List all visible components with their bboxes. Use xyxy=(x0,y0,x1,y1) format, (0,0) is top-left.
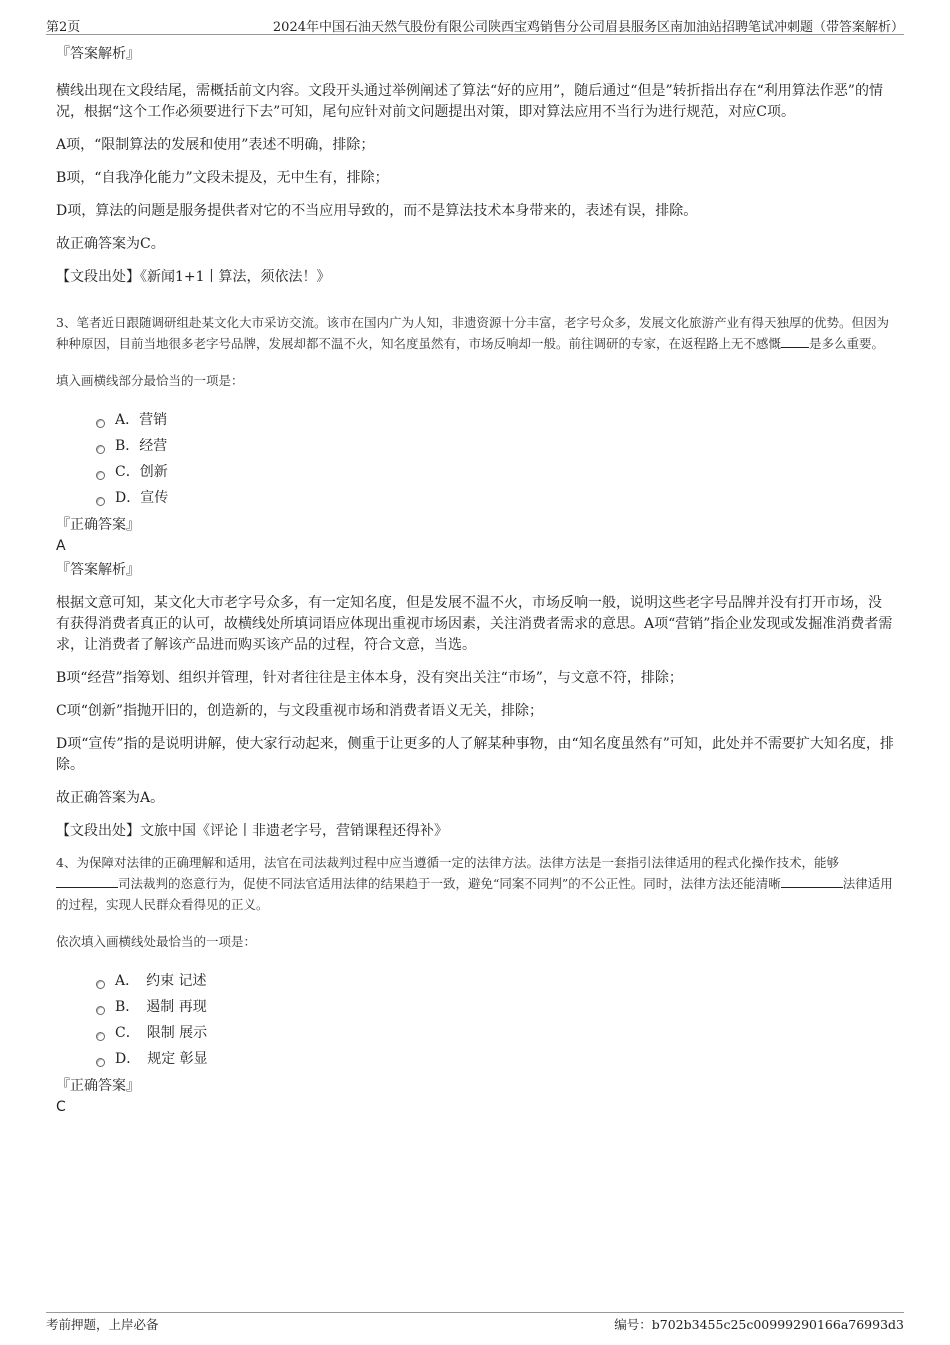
option-list xyxy=(96,968,894,1072)
analysis-paragraph: B项，“自我净化能力”文段未提及，无中生有，排除； xyxy=(56,170,389,186)
analysis-paragraph: B项“经营”指筹划、组织并管理，针对者往往是主体本身，没有突出关注“市场”，与文意不符，排除； xyxy=(56,670,683,686)
correct-answer-label: 『正确答案』 xyxy=(56,1078,140,1094)
radio-circle-icon[interactable] xyxy=(96,1058,105,1067)
correct-answer: C xyxy=(56,1099,66,1115)
radio-circle-icon[interactable] xyxy=(96,1032,105,1041)
page-footer xyxy=(46,1312,904,1332)
source-citation: 【文段出处】《新闻1+1丨算法，须依法！》 xyxy=(56,269,331,285)
radio-circle-icon[interactable] xyxy=(96,419,105,428)
footer-slogan: 考前押题，上岸必备 xyxy=(46,1317,159,1332)
radio-circle-icon[interactable] xyxy=(96,445,105,454)
option-b[interactable]: B． 遏制 再现 xyxy=(96,994,894,1020)
question-stem: 3、笔者近日跟随调研组赴某文化大市采访交流。该市在国内广为人知，非遗资源十分丰富，老字号众多，发展文化旅游产业有得天独厚的优势。但因为种种原因，目前当地很多老字号品牌，发展却都不温不火，知名度虽然有，市场反响却一般。前往调研的专家，在返程路上无不感慨 是多么重要。 xyxy=(56,315,889,351)
page-header xyxy=(46,14,904,35)
radio-circle-icon[interactable] xyxy=(96,980,105,989)
question-prompt: 填入画横线部分最恰当的一项是： xyxy=(56,373,244,388)
analysis-label: 『答案解析』 xyxy=(56,46,140,62)
fill-blank xyxy=(56,873,118,888)
option-d[interactable]: D． 规定 彰显 xyxy=(96,1046,894,1072)
option-c[interactable]: C． 限制 展示 xyxy=(96,1020,894,1046)
fill-blank xyxy=(781,333,809,348)
option-d[interactable]: D．宣传 xyxy=(96,485,894,511)
option-a[interactable]: A．营销 xyxy=(96,407,894,433)
correct-answer-statement: 故正确答案为A。 xyxy=(56,790,165,806)
fill-blank xyxy=(781,873,843,888)
analysis-paragraph: 根据文意可知，某文化大市老字号众多，有一定知名度，但是发展不温不火，市场反响一般，说明这些老字号品牌并没有打开市场，没有获得消费者真正的认可，故横线处所填词语应体现出重视市场因素，关注消费者需求的意思。A项“营销”指企业发现或发掘准消费者需求，让消费者了解该产品进而购买该产品的过程，符合文意，当选。 xyxy=(56,595,893,653)
analysis-label: 『答案解析』 xyxy=(56,562,140,578)
radio-circle-icon[interactable] xyxy=(96,497,105,506)
option-b[interactable]: B．经营 xyxy=(96,433,894,459)
analysis-paragraph: C项“创新”指抛开旧的，创造新的，与文段重视市场和消费者语义无关，排除； xyxy=(56,703,544,719)
page-number: 第2页 xyxy=(46,20,81,35)
correct-answer-statement: 故正确答案为C。 xyxy=(56,236,165,252)
document-serial: 编号：b702b3455c25c00999290166a76993d3 xyxy=(614,1317,904,1332)
correct-answer: A xyxy=(56,538,66,554)
option-list xyxy=(96,407,894,511)
question-prompt: 依次填入画横线处最恰当的一项是： xyxy=(56,934,257,949)
analysis-paragraph: A项，“限制算法的发展和使用”表述不明确，排除； xyxy=(56,137,375,153)
analysis-paragraph: 横线出现在文段结尾，需概括前文内容。文段开头通过举例阐述了算法“好的应用”，随后通过“但是”转折指出存在“利用算法作恶”的情况，根据“这个工作必须要进行下去”可知，尾句应针对前文问题提出对策，即对算法应用不当行为进行规范，对应C项。 xyxy=(56,83,883,120)
radio-circle-icon[interactable] xyxy=(96,1006,105,1015)
radio-circle-icon[interactable] xyxy=(96,471,105,480)
analysis-paragraph: D项，算法的问题是服务提供者对它的不当应用导致的，而不是算法技术本身带来的，表述有误，排除。 xyxy=(56,203,698,219)
source-citation: 【文段出处】文旅中国《评论丨非遗老字号，营销课程还得补》 xyxy=(56,823,448,839)
analysis-paragraph: D项“宣传”指的是说明讲解，使大家行动起来，侧重于让更多的人了解某种事物，由“知名度虽然有”可知，此处并不需要扩大知名度，排除。 xyxy=(56,736,894,773)
question-stem: 4、为保障对法律的正确理解和适用，法官在司法裁判过程中应当遵循一定的法律方法。法律方法是一套指引法律适用的程式化操作技术，能够司法裁判的恣意行为，促使不同法官适用法律的结果趋于一致，避免“同案不同判”的不公正性。同时，法律方法还能清晰 法律适用的过程，实现人民群众看得见的正义。 xyxy=(56,855,893,912)
option-c[interactable]: C．创新 xyxy=(96,459,894,485)
correct-answer-label: 『正确答案』 xyxy=(56,517,140,533)
document-title: 2024年中国石油天然气股份有限公司陕西宝鸡销售分公司眉县服务区南加油站招聘笔试冲刺题（带答案解析） xyxy=(272,20,904,35)
option-a[interactable]: A． 约束 记述 xyxy=(96,968,894,994)
page-content xyxy=(56,44,894,1117)
